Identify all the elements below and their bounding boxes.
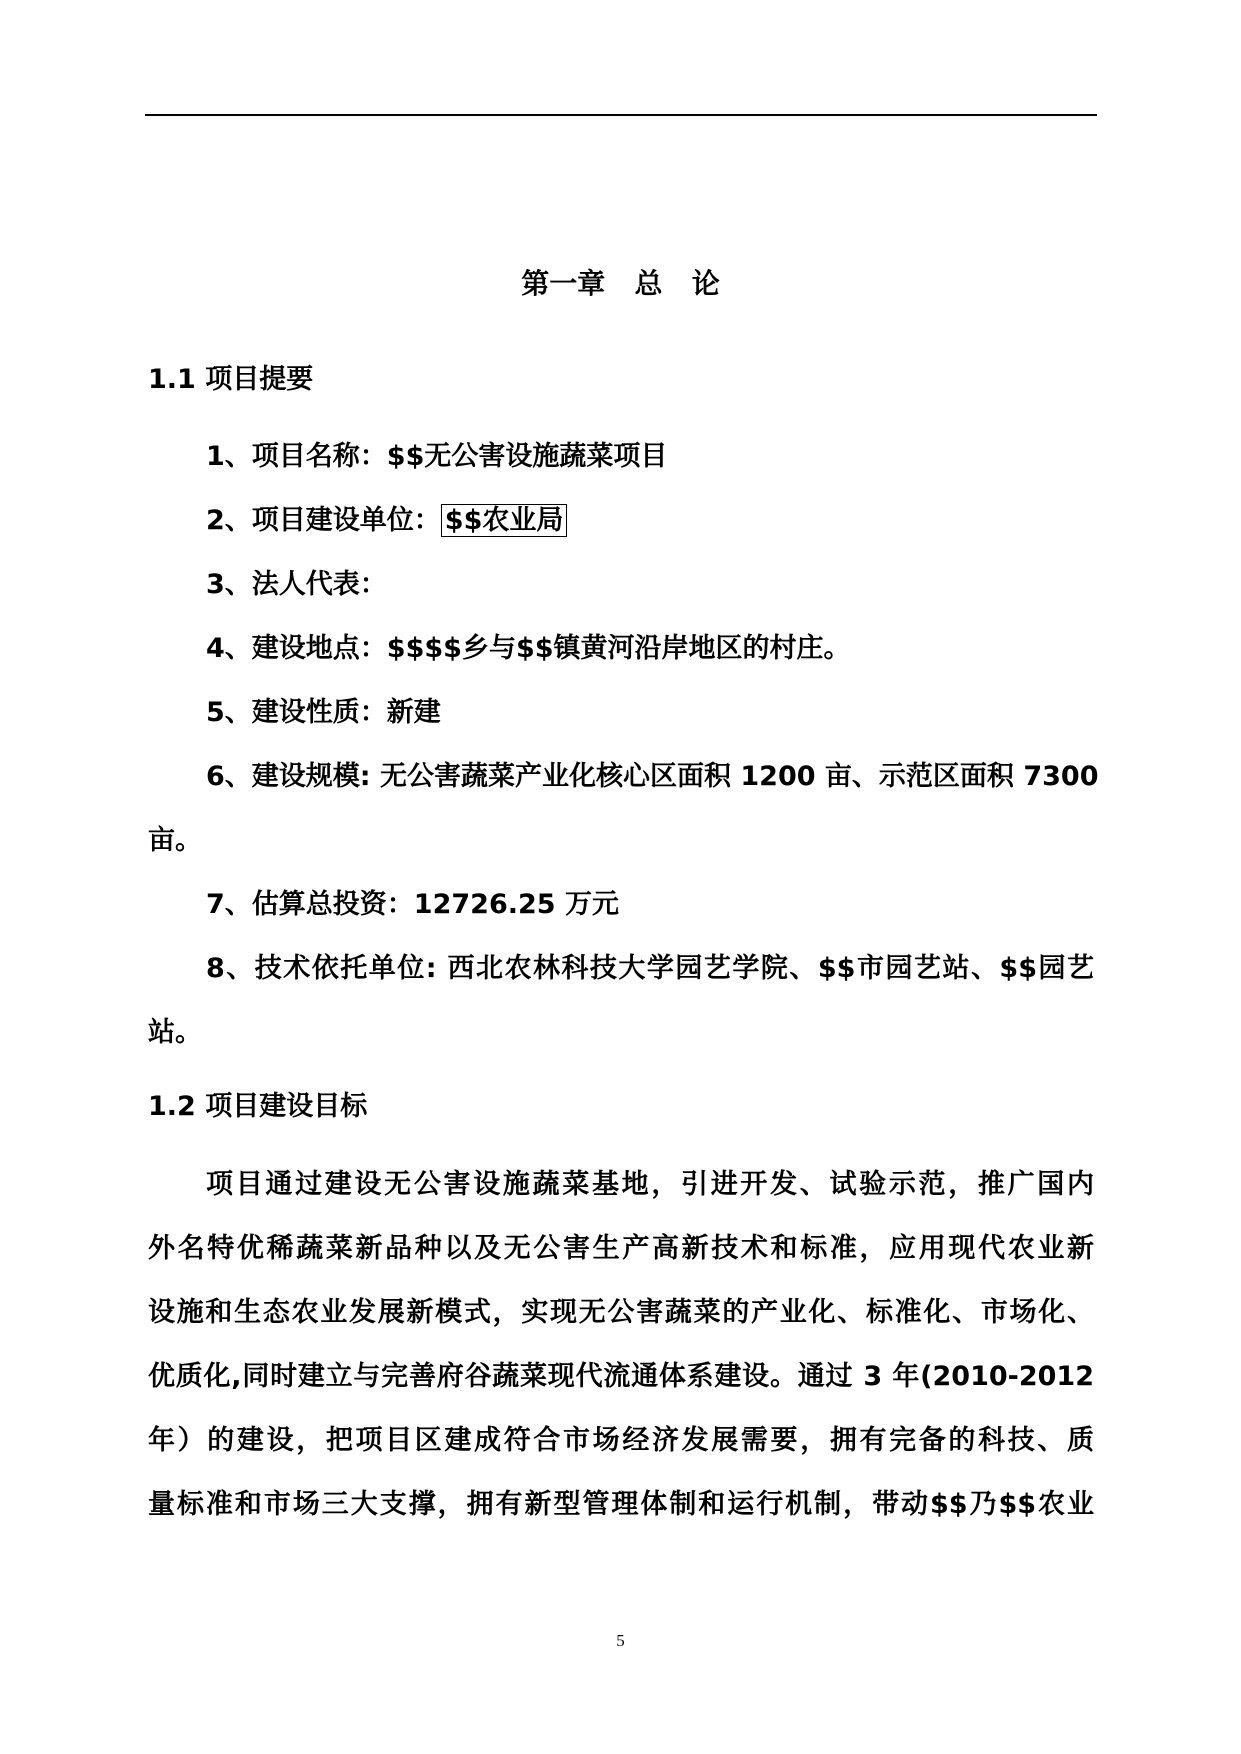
item-project-name: [206, 440, 667, 474]
item-label: 2、项目建设单位：: [206, 505, 441, 536]
page-number: 5: [616, 1631, 625, 1650]
item-label: 1、项目名称：: [206, 441, 387, 472]
paragraph-line: 年）的建设，把项目区建成符合市场经济发展需要，拥有完备的科技、质: [148, 1425, 1094, 1456]
chapter-title: 第一章 总 论: [521, 267, 720, 300]
item-value-boxed: $$农业局: [441, 504, 568, 537]
paragraph-line: 量标准和市场三大支撑，拥有新型管理体制和运行机制，带动$$乃$$农业: [148, 1489, 1094, 1520]
paragraph-line: 项目通过建设无公害设施蔬菜基地，引进开发、试验示范，推广国内: [206, 1169, 1094, 1200]
item-technical-support-continuation: 站。: [148, 1017, 202, 1048]
paragraph-line: 优质化,同时建立与完善府谷蔬菜现代流通体系建设。通过 3 年(2010-2012: [148, 1361, 1094, 1392]
item-label: 4、建设地点：: [206, 633, 387, 664]
item-nature: [206, 696, 441, 730]
item-label: 8、技术依托单位:: [206, 953, 448, 984]
item-investment: [206, 888, 619, 922]
item-legal-representative: [206, 568, 387, 602]
item-location: [206, 632, 851, 666]
item-value: $$$$乡与$$镇黄河沿岸地区的村庄。: [386, 633, 851, 664]
item-label: 5、建设性质：: [206, 697, 387, 728]
header-rule: [145, 114, 1097, 116]
item-scale: [206, 760, 1099, 794]
item-scale-continuation: 亩。: [148, 825, 202, 856]
item-label: 3、法人代表：: [206, 569, 387, 600]
paragraph-line: 设施和生态农业发展新模式，实现无公害蔬菜的产业化、标准化、市场化、: [148, 1297, 1094, 1328]
item-label: 6、建设规模:: [206, 761, 380, 792]
item-value: 12726.25 万元: [413, 889, 619, 920]
item-value: 新建: [386, 697, 441, 728]
section-heading-1-2: 1.2 项目建设目标: [148, 1091, 368, 1122]
item-construction-unit: [206, 504, 567, 538]
item-value: $$无公害设施蔬菜项目: [386, 441, 668, 472]
item-label: 7、估算总投资：: [206, 889, 414, 920]
item-technical-support: [206, 952, 1094, 986]
paragraph-line: 外名特优稀蔬菜新品种以及无公害生产高新技术和标准，应用现代农业新: [148, 1233, 1094, 1264]
section-heading-1-1: 1.1 项目提要: [148, 364, 314, 395]
item-value: 西北农林科技大学园艺学院、$$市园艺站、$$园艺: [447, 953, 1095, 984]
item-value: 无公害蔬菜产业化核心区面积 1200 亩、示范区面积 7300: [379, 761, 1099, 792]
